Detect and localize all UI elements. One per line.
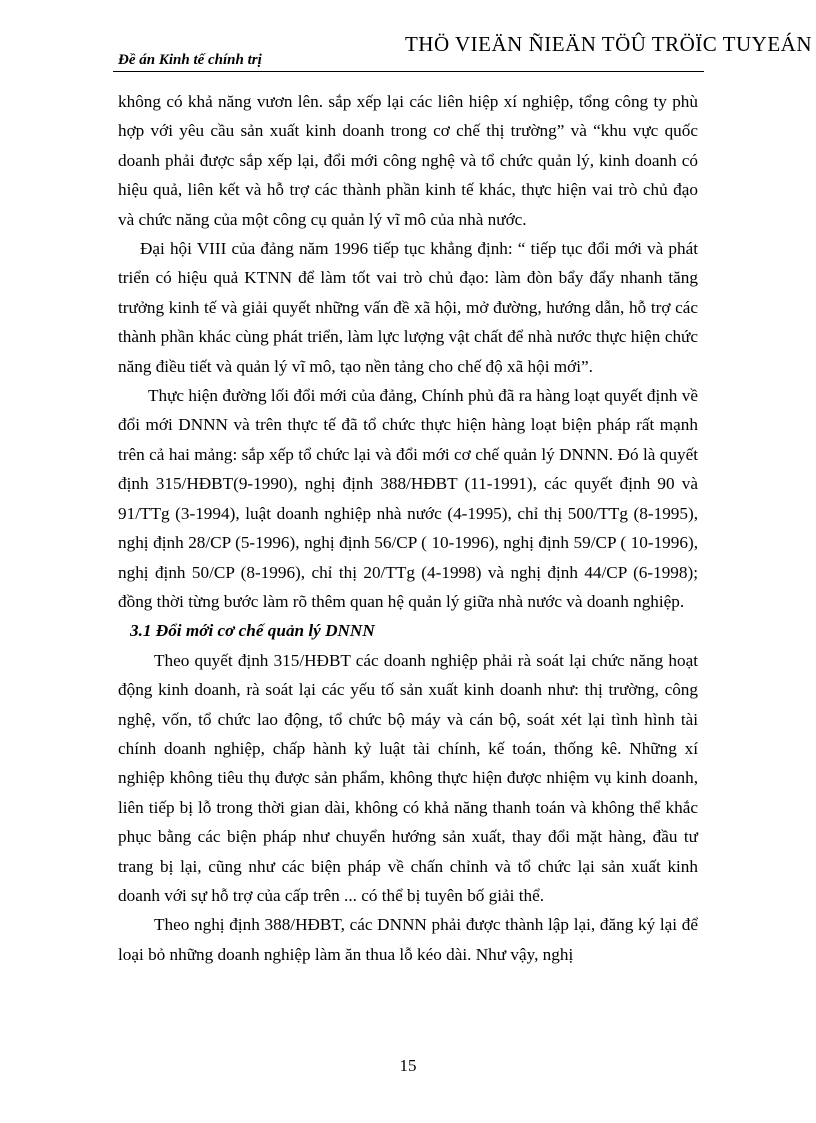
page-number: 15 bbox=[399, 1056, 417, 1075]
paragraph-continued: không có khả năng vươn lên. sắp xếp lại các liên hiệp xí nghiệp, tổng công ty phù hợp với yêu cầu sản xuất kinh doanh trong cơ chế thị trường” và “khu vực quốc doanh phải được sắp xếp lại, đổi mới công nghệ và tổ chức quản lý, kinh doanh có hiệu quả, liên kết và hỗ trợ các thành phần kinh tế khác, thực hiện vai trò chủ đạo và chức năng của một công cụ quản lý vĩ mô của nhà nước. bbox=[118, 92, 698, 229]
paragraph-government-decisions: Thực hiện đường lối đổi mới của đảng, Chính phủ đã ra hàng loạt quyết định về đổi mới DNNN và trên thực tế đã tổ chức thực hiện hàng loạt biện pháp rất mạnh trên cả hai mảng: sắp xếp tổ chức lại và đổi mới cơ chế quản lý DNNN. Đó là quyết định 315/HĐBT(9-1990), nghị định 388/HĐBT (11-1991), các quyết định 90 và 91/TTg (3-1994), luật doanh nghiệp nhà nước (4-1995), chỉ thị 500/TTg (8-1995), nghị định 28/CP (5-1996), nghị định 56/CP ( 10-1996), nghị định 59/CP ( 10-1996), nghị định 50/CP (8-1996), chỉ thị 20/TTg (4-1998) và nghị định 44/CP (6-1998); đồng thời từng bước làm rõ thêm quan hệ quản lý giữa nhà nước và doanh nghiệp. bbox=[118, 386, 698, 611]
paragraph-congress-viii: Đại hội VIII của đảng năm 1996 tiếp tục khẳng định: “ tiếp tục đổi mới và phát triển có hiệu quả KTNN để làm tốt vai trò chủ đạo: làm đòn bẩy đẩy nhanh tăng trưởng kinh tế và giải quyết những vấn đề xã hội, mở đường, hướng dẫn, hỗ trợ các thành phần khác cùng phát triển, làm lực lượng vật chất để nhà nước thực hiện chức năng điều tiết và quản lý vĩ mô, tạo nền tảng cho chế độ xã hội mới”. bbox=[118, 239, 698, 376]
paragraph-decree-388: Theo nghị định 388/HĐBT, các DNNN phải được thành lập lại, đăng ký lại để loại bỏ những doanh nghiệp làm ăn thua lỗ kéo dài. Như vậy, nghị bbox=[118, 915, 698, 964]
header-document-title: Đề án Kinh tế chính trị bbox=[118, 52, 262, 68]
section-heading: 3.1 Đổi mới cơ chế quản lý DNNN bbox=[130, 621, 375, 641]
paragraph-decision-315: Theo quyết định 315/HĐBT các doanh nghiệp phải rà soát lại chức năng hoạt động kinh doanh, rà soát lại các yếu tố sản xuất kinh doanh như: thị trường, công nghệ, vốn, tổ chức lao động, tổ chức bộ máy và cán bộ, soát xét lại tình hình tài chính doanh nghiệp, chấp hành kỷ luật tài chính, kế toán, thống kê. Những xí nghiệp không tiêu thụ được sản phẩm, không thực hiện được nhiệm vụ kinh doanh, liên tiếp bị lỗ trong thời gian dài, không có khả năng thanh toán và không thể khắc phục bằng các biện pháp như chuyển hướng sản xuất, thay đổi mặt hàng, đầu tư trang bị lại, cũng như các biện pháp về chấn chỉnh và tổ chức lại sản xuất kinh doanh với sự hỗ trợ của cấp trên ... có thể bị tuyên bố giải thể. bbox=[118, 650, 698, 905]
header-divider bbox=[113, 71, 704, 72]
header-library-name: THÖ VIEÄN ÑIEÄN TÖÛ TRÖÏC TUYEÁN bbox=[404, 32, 812, 56]
body-text bbox=[118, 87, 698, 969]
